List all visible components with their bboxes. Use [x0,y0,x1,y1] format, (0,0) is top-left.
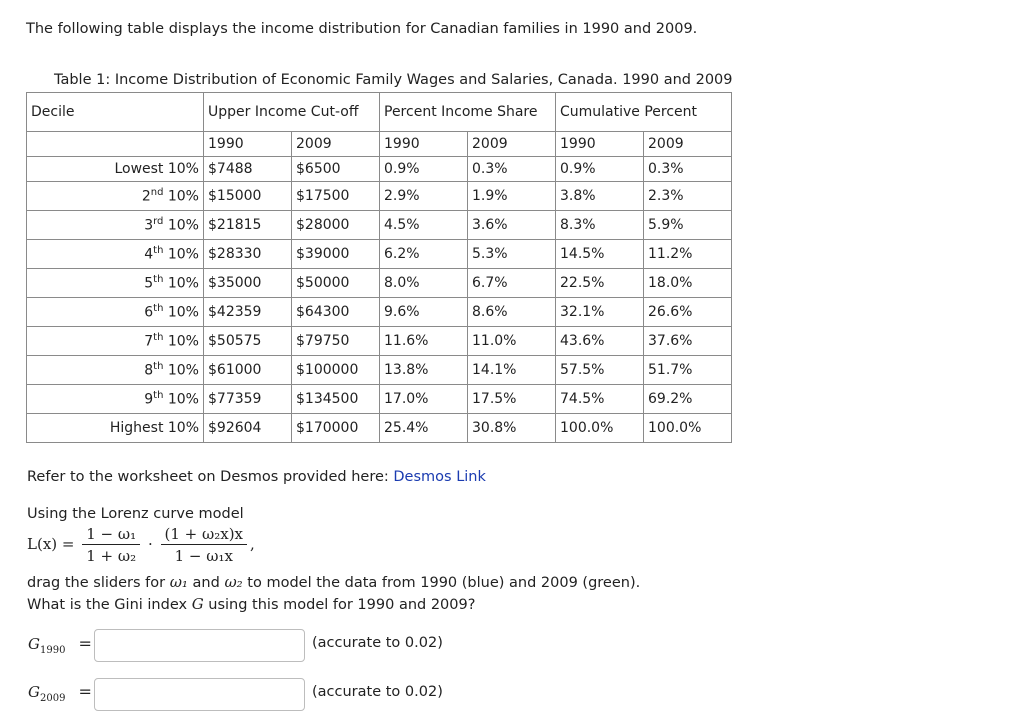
table-cell: $6500 [292,157,380,182]
decile-ordinal: 7 [144,333,154,350]
table-cell: $50575 [204,327,292,356]
table-cell: 100.0% [644,414,732,443]
drag-text: drag the sliders for [27,575,170,591]
g1990-input[interactable] [94,629,305,662]
table-cell: $64300 [292,298,380,327]
table-cell: $39000 [292,240,380,269]
table-cell: 11.6% [380,327,468,356]
table-row [27,182,732,211]
table-cell: 4.5% [380,211,468,240]
table-cell: $21815 [204,211,292,240]
table-cell: $15000 [204,182,292,211]
table-cell: 22.5% [556,269,644,298]
decile-ordinal: 9 [144,391,154,408]
table-cell: 13.8% [380,356,468,385]
decile-rest: 10% [163,246,199,263]
omega-2-symbol: ω₂ [224,573,243,591]
year-cell: 2009 [644,132,732,157]
decile-ordinal: 3 [144,217,154,234]
decile-suffix: th [153,332,164,344]
year-cell: 1990 [380,132,468,157]
table-row [27,385,732,414]
table-cell: $35000 [204,269,292,298]
decile-rest: 10% [163,362,199,379]
table-cell: $100000 [292,356,380,385]
g-subscript: 2009 [39,693,66,704]
table-cell: 74.5% [556,385,644,414]
fraction-2 [161,525,248,565]
table-cell: 3.6% [468,211,556,240]
decile-rest: 10% [163,304,199,321]
year-row [27,132,732,157]
header-upper-income-cutoff: Upper Income Cut-off [204,93,380,132]
formula-comma: , [250,535,255,553]
table-row [27,211,732,240]
refer-line [27,469,486,485]
year-cell: 1990 [204,132,292,157]
table-cell: 32.1% [556,298,644,327]
omega-1-symbol: ω₁ [169,573,188,591]
table-row [27,327,732,356]
decile-rest: 10% [163,391,199,408]
decile-label [27,356,204,385]
table-cell: 17.0% [380,385,468,414]
drag-text: and [187,575,225,591]
g-symbol: G [28,635,40,653]
table-cell: $28000 [292,211,380,240]
table-cell: 25.4% [380,414,468,443]
desmos-link[interactable]: Desmos Link [393,469,486,485]
refer-text: Refer to the worksheet on Desmos provided here: [27,469,394,485]
decile-label [27,182,204,211]
table-cell: 14.5% [556,240,644,269]
income-table [26,92,732,443]
table-cell: 2.3% [644,182,732,211]
table-caption: Table 1: Income Distribution of Economic Family Wages and Salaries, Canada. 1990 and 2009 [54,72,733,88]
decile-label [27,298,204,327]
g2009-input[interactable] [94,678,305,711]
table-cell: $134500 [292,385,380,414]
fraction-1 [82,525,140,565]
decile-ordinal: 4 [144,246,154,263]
g-subscript: 1990 [39,645,66,656]
table-cell: 57.5% [556,356,644,385]
fraction-1-denominator: 1 + ω₂ [86,547,137,565]
g2009-label [28,682,92,704]
decile-suffix: rd [153,216,164,228]
table-cell: 11.2% [644,240,732,269]
table-row [27,269,732,298]
accuracy-note: (accurate to 0.02) [312,635,443,651]
table-cell: 3.8% [556,182,644,211]
decile-label [27,269,204,298]
table-row [27,240,732,269]
table-cell: 6.2% [380,240,468,269]
decile-ordinal: 6 [144,304,154,321]
table-cell: $42359 [204,298,292,327]
year-cell: 2009 [468,132,556,157]
table-cell: 30.8% [468,414,556,443]
table-cell: 8.6% [468,298,556,327]
table-row [27,157,732,182]
g1990-label [28,634,92,656]
fraction-1-numerator: 1 − ω₁ [82,525,140,545]
table-cell: 17.5% [468,385,556,414]
table-cell: 1.9% [468,182,556,211]
table-cell: 5.9% [644,211,732,240]
table-cell: $61000 [204,356,292,385]
decile-label: Lowest 10% [27,157,204,182]
table-cell: 26.6% [644,298,732,327]
instructions [27,572,640,616]
year-cell: 2009 [292,132,380,157]
equals-sign: = [78,682,92,701]
header-cumulative-percent: Cumulative Percent [556,93,732,132]
table-cell: 0.9% [556,157,644,182]
decile-suffix: nd [150,187,164,199]
decile-rest: 10% [163,333,199,350]
decile-label [27,327,204,356]
decile-label [27,385,204,414]
table-cell: 0.9% [380,157,468,182]
decile-label [27,211,204,240]
fraction-2-denominator: 1 − ω₁x [174,547,233,565]
table-cell: 2.9% [380,182,468,211]
decile-suffix: th [153,303,164,315]
table-cell: 51.7% [644,356,732,385]
accuracy-note: (accurate to 0.02) [312,684,443,700]
table-cell: 6.7% [468,269,556,298]
question-text: using this model for 1990 and 2009? [203,597,476,613]
drag-line [27,572,640,594]
table-cell: $17500 [292,182,380,211]
decile-ordinal: 2 [141,188,151,205]
table-cell: 69.2% [644,385,732,414]
decile-rest: 10% [163,217,199,234]
decile-rest: 10% [163,188,199,205]
header-percent-income-share: Percent Income Share [380,93,556,132]
table-cell: 14.1% [468,356,556,385]
table-cell: 11.0% [468,327,556,356]
question-text: What is the Gini index [27,597,192,613]
decile-ordinal: 8 [144,362,154,379]
decile-suffix: th [153,361,164,373]
decile-ordinal: 5 [144,275,154,292]
table-row [27,356,732,385]
table-row [27,298,732,327]
table-cell: 0.3% [644,157,732,182]
table-cell: $28330 [204,240,292,269]
table-cell: $77359 [204,385,292,414]
table-cell: $7488 [204,157,292,182]
gini-symbol: G [191,595,204,613]
drag-text: to model the data from 1990 (blue) and 2009 (green). [242,575,641,591]
table-cell: 8.0% [380,269,468,298]
table-cell: 8.3% [556,211,644,240]
decile-suffix: th [153,390,164,402]
year-cell: 1990 [556,132,644,157]
intro-text: The following table displays the income distribution for Canadian families in 1990 and 2009. [26,21,698,37]
year-row-blank [27,132,204,157]
g-symbol: G [28,683,40,701]
table-cell: 100.0% [556,414,644,443]
table-cell: 43.6% [556,327,644,356]
question-line [27,594,640,616]
formula-dot: · [147,535,153,553]
table-cell: $92604 [204,414,292,443]
decile-label: Highest 10% [27,414,204,443]
table-cell: 18.0% [644,269,732,298]
decile-rest: 10% [163,275,199,292]
table-cell: $170000 [292,414,380,443]
table-row [27,414,732,443]
table-cell: 0.3% [468,157,556,182]
decile-label [27,240,204,269]
decile-suffix: th [153,245,164,257]
fraction-2-numerator: (1 + ω₂x)x [161,525,248,545]
equals-sign: = [78,634,92,653]
income-table-wrapper [26,92,732,443]
table-cell: $79750 [292,327,380,356]
lorenz-intro: Using the Lorenz curve model [27,506,244,522]
decile-suffix: th [153,274,164,286]
formula-lhs: L(x) = [27,535,75,553]
table-cell: 5.3% [468,240,556,269]
lorenz-formula [27,525,255,565]
header-row [27,93,732,132]
table-cell: 37.6% [644,327,732,356]
table-cell: $50000 [292,269,380,298]
table-cell: 9.6% [380,298,468,327]
header-decile: Decile [27,93,204,132]
